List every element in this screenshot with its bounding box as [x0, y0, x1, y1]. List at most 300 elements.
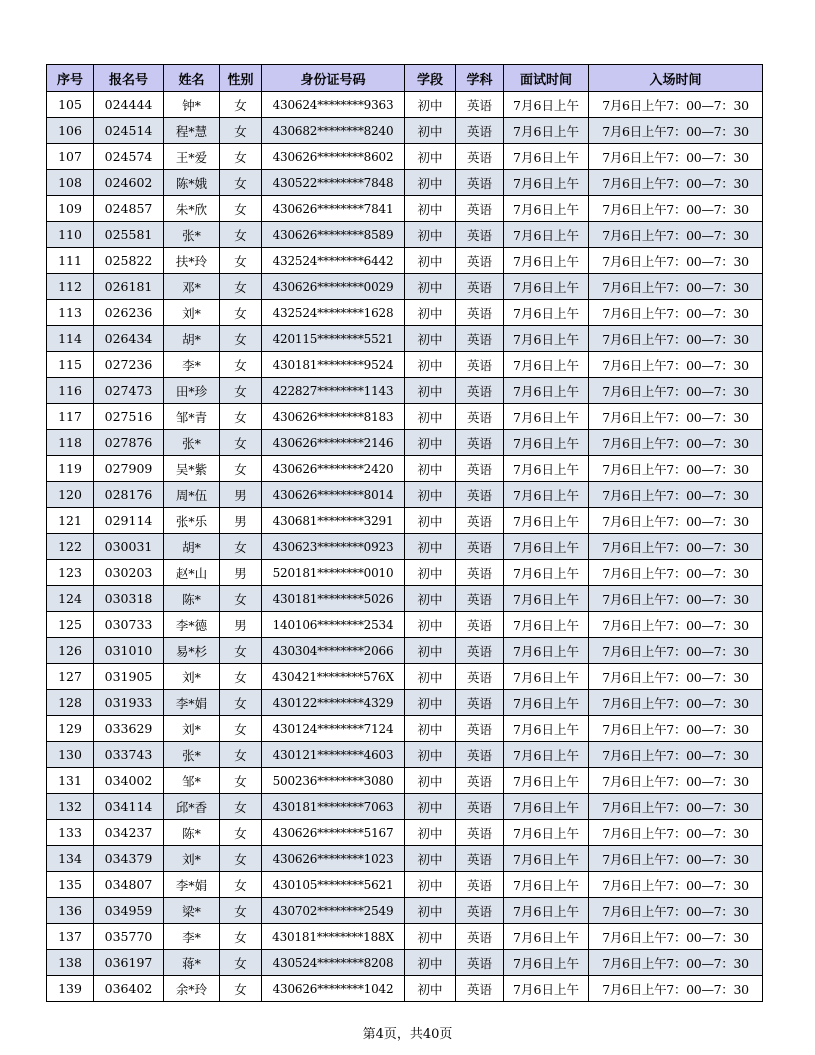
- cell-id-number: 432524********1628: [262, 300, 405, 326]
- cell-gender: 女: [220, 196, 262, 222]
- cell-id-number: 430681********3291: [262, 508, 405, 534]
- cell-id-number: 430626********7841: [262, 196, 405, 222]
- cell-subject: 英语: [456, 456, 504, 482]
- cell-reg-no: 034379: [94, 846, 164, 872]
- header-stage: 学段: [405, 65, 456, 92]
- cell-seq: 107: [47, 144, 94, 170]
- cell-entry-time: 7月6日上午7：00—7：30: [589, 794, 763, 820]
- cell-interview-time: 7月6日上午: [504, 716, 589, 742]
- cell-subject: 英语: [456, 352, 504, 378]
- table-row: [47, 976, 763, 1002]
- cell-id-number: 430626********1042: [262, 976, 405, 1002]
- cell-gender: 女: [220, 950, 262, 976]
- cell-gender: 女: [220, 898, 262, 924]
- cell-interview-time: 7月6日上午: [504, 274, 589, 300]
- cell-subject: 英语: [456, 534, 504, 560]
- table-row: [47, 924, 763, 950]
- cell-id-number: 430524********8208: [262, 950, 405, 976]
- cell-gender: 女: [220, 378, 262, 404]
- cell-gender: 女: [220, 586, 262, 612]
- cell-stage: 初中: [405, 170, 456, 196]
- cell-stage: 初中: [405, 534, 456, 560]
- table-header-row: [47, 65, 763, 92]
- cell-subject: 英语: [456, 924, 504, 950]
- header-reg-no: 报名号: [94, 65, 164, 92]
- cell-seq: 113: [47, 300, 94, 326]
- cell-name: 邱*香: [164, 794, 220, 820]
- cell-reg-no: 031010: [94, 638, 164, 664]
- cell-entry-time: 7月6日上午7：00—7：30: [589, 378, 763, 404]
- cell-interview-time: 7月6日上午: [504, 768, 589, 794]
- table-row: [47, 404, 763, 430]
- cell-reg-no: 031933: [94, 690, 164, 716]
- cell-entry-time: 7月6日上午7：00—7：30: [589, 742, 763, 768]
- cell-seq: 118: [47, 430, 94, 456]
- cell-seq: 130: [47, 742, 94, 768]
- cell-seq: 111: [47, 248, 94, 274]
- table-row: [47, 820, 763, 846]
- table-row: [47, 430, 763, 456]
- cell-name: 刘*: [164, 716, 220, 742]
- cell-name: 梁*: [164, 898, 220, 924]
- cell-interview-time: 7月6日上午: [504, 846, 589, 872]
- cell-gender: 女: [220, 794, 262, 820]
- cell-entry-time: 7月6日上午7：00—7：30: [589, 716, 763, 742]
- cell-reg-no: 027876: [94, 430, 164, 456]
- cell-interview-time: 7月6日上午: [504, 924, 589, 950]
- cell-stage: 初中: [405, 248, 456, 274]
- cell-gender: 女: [220, 846, 262, 872]
- cell-reg-no: 036197: [94, 950, 164, 976]
- cell-interview-time: 7月6日上午: [504, 482, 589, 508]
- table-row: [47, 170, 763, 196]
- table-row: [47, 716, 763, 742]
- cell-gender: 男: [220, 508, 262, 534]
- cell-seq: 134: [47, 846, 94, 872]
- cell-seq: 126: [47, 638, 94, 664]
- cell-stage: 初中: [405, 690, 456, 716]
- table-row: [47, 222, 763, 248]
- cell-entry-time: 7月6日上午7：00—7：30: [589, 404, 763, 430]
- cell-id-number: 422827********1143: [262, 378, 405, 404]
- cell-gender: 男: [220, 482, 262, 508]
- table-row: [47, 742, 763, 768]
- cell-reg-no: 026236: [94, 300, 164, 326]
- cell-entry-time: 7月6日上午7：00—7：30: [589, 638, 763, 664]
- cell-id-number: 430105********5621: [262, 872, 405, 898]
- cell-reg-no: 030203: [94, 560, 164, 586]
- cell-name: 胡*: [164, 326, 220, 352]
- cell-entry-time: 7月6日上午7：00—7：30: [589, 248, 763, 274]
- cell-id-number: 430682********8240: [262, 118, 405, 144]
- cell-entry-time: 7月6日上午7：00—7：30: [589, 664, 763, 690]
- table-row: [47, 196, 763, 222]
- cell-gender: 女: [220, 170, 262, 196]
- cell-id-number: 430702********2549: [262, 898, 405, 924]
- cell-name: 张*: [164, 430, 220, 456]
- cell-stage: 初中: [405, 92, 456, 118]
- cell-name: 刘*: [164, 846, 220, 872]
- cell-id-number: 430304********2066: [262, 638, 405, 664]
- cell-reg-no: 034002: [94, 768, 164, 794]
- cell-interview-time: 7月6日上午: [504, 560, 589, 586]
- cell-seq: 109: [47, 196, 94, 222]
- cell-id-number: 430626********2146: [262, 430, 405, 456]
- cell-seq: 112: [47, 274, 94, 300]
- cell-subject: 英语: [456, 950, 504, 976]
- cell-subject: 英语: [456, 430, 504, 456]
- header-entry-time: 入场时间: [589, 65, 763, 92]
- cell-seq: 122: [47, 534, 94, 560]
- cell-subject: 英语: [456, 794, 504, 820]
- cell-entry-time: 7月6日上午7：00—7：30: [589, 898, 763, 924]
- cell-id-number: 430121********4603: [262, 742, 405, 768]
- cell-seq: 132: [47, 794, 94, 820]
- cell-id-number: 430181********5026: [262, 586, 405, 612]
- table-row: [47, 144, 763, 170]
- cell-gender: 女: [220, 924, 262, 950]
- header-id-number: 身份证号码: [262, 65, 405, 92]
- table-row: [47, 560, 763, 586]
- cell-entry-time: 7月6日上午7：00—7：30: [589, 872, 763, 898]
- cell-id-number: 430626********8589: [262, 222, 405, 248]
- cell-id-number: 420115********5521: [262, 326, 405, 352]
- cell-stage: 初中: [405, 326, 456, 352]
- cell-gender: 女: [220, 716, 262, 742]
- cell-reg-no: 027236: [94, 352, 164, 378]
- cell-interview-time: 7月6日上午: [504, 872, 589, 898]
- table-row: [47, 326, 763, 352]
- cell-reg-no: 030733: [94, 612, 164, 638]
- cell-interview-time: 7月6日上午: [504, 664, 589, 690]
- cell-gender: 女: [220, 92, 262, 118]
- cell-stage: 初中: [405, 144, 456, 170]
- cell-interview-time: 7月6日上午: [504, 950, 589, 976]
- cell-entry-time: 7月6日上午7：00—7：30: [589, 508, 763, 534]
- table-row: [47, 92, 763, 118]
- cell-interview-time: 7月6日上午: [504, 326, 589, 352]
- table-row: [47, 482, 763, 508]
- cell-gender: 女: [220, 352, 262, 378]
- cell-subject: 英语: [456, 196, 504, 222]
- cell-stage: 初中: [405, 612, 456, 638]
- cell-name: 扶*玲: [164, 248, 220, 274]
- cell-entry-time: 7月6日上午7：00—7：30: [589, 924, 763, 950]
- cell-name: 陈*娥: [164, 170, 220, 196]
- table-row: [47, 794, 763, 820]
- cell-stage: 初中: [405, 456, 456, 482]
- cell-interview-time: 7月6日上午: [504, 92, 589, 118]
- header-gender: 性别: [220, 65, 262, 92]
- cell-name: 张*: [164, 742, 220, 768]
- cell-stage: 初中: [405, 482, 456, 508]
- cell-seq: 136: [47, 898, 94, 924]
- cell-subject: 英语: [456, 508, 504, 534]
- cell-seq: 116: [47, 378, 94, 404]
- cell-stage: 初中: [405, 664, 456, 690]
- cell-id-number: 430624********9363: [262, 92, 405, 118]
- cell-interview-time: 7月6日上午: [504, 378, 589, 404]
- table-row: [47, 690, 763, 716]
- table-row: [47, 378, 763, 404]
- cell-gender: 女: [220, 534, 262, 560]
- cell-name: 李*: [164, 924, 220, 950]
- cell-stage: 初中: [405, 196, 456, 222]
- cell-subject: 英语: [456, 248, 504, 274]
- cell-reg-no: 025822: [94, 248, 164, 274]
- cell-gender: 女: [220, 872, 262, 898]
- cell-gender: 女: [220, 222, 262, 248]
- cell-subject: 英语: [456, 690, 504, 716]
- cell-reg-no: 036402: [94, 976, 164, 1002]
- cell-subject: 英语: [456, 170, 504, 196]
- cell-interview-time: 7月6日上午: [504, 898, 589, 924]
- cell-name: 陈*: [164, 820, 220, 846]
- cell-reg-no: 033743: [94, 742, 164, 768]
- cell-interview-time: 7月6日上午: [504, 404, 589, 430]
- table-row: [47, 118, 763, 144]
- cell-subject: 英语: [456, 820, 504, 846]
- cell-id-number: 430522********7848: [262, 170, 405, 196]
- cell-gender: 男: [220, 560, 262, 586]
- cell-reg-no: 030318: [94, 586, 164, 612]
- cell-name: 李*娟: [164, 690, 220, 716]
- cell-id-number: 500236********3080: [262, 768, 405, 794]
- cell-interview-time: 7月6日上午: [504, 820, 589, 846]
- cell-seq: 123: [47, 560, 94, 586]
- cell-interview-time: 7月6日上午: [504, 586, 589, 612]
- cell-interview-time: 7月6日上午: [504, 534, 589, 560]
- cell-entry-time: 7月6日上午7：00—7：30: [589, 976, 763, 1002]
- cell-name: 邹*: [164, 768, 220, 794]
- cell-id-number: 430626********8014: [262, 482, 405, 508]
- cell-entry-time: 7月6日上午7：00—7：30: [589, 352, 763, 378]
- cell-id-number: 430181********188X: [262, 924, 405, 950]
- cell-stage: 初中: [405, 378, 456, 404]
- cell-entry-time: 7月6日上午7：00—7：30: [589, 92, 763, 118]
- cell-entry-time: 7月6日上午7：00—7：30: [589, 482, 763, 508]
- cell-entry-time: 7月6日上午7：00—7：30: [589, 196, 763, 222]
- page-number: 第4页，共40页: [362, 1027, 453, 1042]
- cell-reg-no: 025581: [94, 222, 164, 248]
- cell-gender: 女: [220, 456, 262, 482]
- cell-name: 程*慧: [164, 118, 220, 144]
- cell-id-number: 520181********0010: [262, 560, 405, 586]
- cell-seq: 105: [47, 92, 94, 118]
- cell-id-number: 430626********8602: [262, 144, 405, 170]
- cell-subject: 英语: [456, 118, 504, 144]
- cell-stage: 初中: [405, 950, 456, 976]
- cell-reg-no: 029114: [94, 508, 164, 534]
- cell-name: 周*伍: [164, 482, 220, 508]
- cell-stage: 初中: [405, 508, 456, 534]
- cell-stage: 初中: [405, 846, 456, 872]
- cell-stage: 初中: [405, 352, 456, 378]
- cell-entry-time: 7月6日上午7：00—7：30: [589, 170, 763, 196]
- header-subject: 学科: [456, 65, 504, 92]
- cell-name: 张*: [164, 222, 220, 248]
- table-row: [47, 768, 763, 794]
- cell-entry-time: 7月6日上午7：00—7：30: [589, 456, 763, 482]
- cell-interview-time: 7月6日上午: [504, 430, 589, 456]
- cell-interview-time: 7月6日上午: [504, 352, 589, 378]
- table-row: [47, 872, 763, 898]
- cell-subject: 英语: [456, 378, 504, 404]
- cell-subject: 英语: [456, 612, 504, 638]
- cell-reg-no: 027473: [94, 378, 164, 404]
- cell-stage: 初中: [405, 118, 456, 144]
- roster-sheet: [46, 64, 762, 1002]
- cell-subject: 英语: [456, 664, 504, 690]
- cell-name: 刘*: [164, 664, 220, 690]
- cell-seq: 129: [47, 716, 94, 742]
- table-row: [47, 456, 763, 482]
- cell-reg-no: 031905: [94, 664, 164, 690]
- cell-subject: 英语: [456, 92, 504, 118]
- table-body: [47, 92, 763, 1002]
- cell-reg-no: 024857: [94, 196, 164, 222]
- cell-subject: 英语: [456, 768, 504, 794]
- cell-gender: 女: [220, 638, 262, 664]
- cell-reg-no: 026181: [94, 274, 164, 300]
- cell-gender: 女: [220, 118, 262, 144]
- cell-seq: 110: [47, 222, 94, 248]
- cell-name: 李*: [164, 352, 220, 378]
- cell-seq: 114: [47, 326, 94, 352]
- cell-subject: 英语: [456, 716, 504, 742]
- cell-entry-time: 7月6日上午7：00—7：30: [589, 768, 763, 794]
- cell-id-number: 430626********1023: [262, 846, 405, 872]
- cell-seq: 137: [47, 924, 94, 950]
- cell-interview-time: 7月6日上午: [504, 976, 589, 1002]
- cell-name: 李*娟: [164, 872, 220, 898]
- cell-entry-time: 7月6日上午7：00—7：30: [589, 534, 763, 560]
- cell-gender: 女: [220, 976, 262, 1002]
- cell-seq: 106: [47, 118, 94, 144]
- cell-name: 邓*: [164, 274, 220, 300]
- cell-seq: 108: [47, 170, 94, 196]
- cell-subject: 英语: [456, 638, 504, 664]
- header-seq: 序号: [47, 65, 94, 92]
- cell-subject: 英语: [456, 274, 504, 300]
- cell-reg-no: 034237: [94, 820, 164, 846]
- cell-subject: 英语: [456, 404, 504, 430]
- cell-subject: 英语: [456, 898, 504, 924]
- cell-gender: 女: [220, 404, 262, 430]
- cell-stage: 初中: [405, 820, 456, 846]
- roster-table: [46, 64, 763, 1002]
- cell-name: 胡*: [164, 534, 220, 560]
- cell-interview-time: 7月6日上午: [504, 456, 589, 482]
- cell-name: 刘*: [164, 300, 220, 326]
- cell-stage: 初中: [405, 404, 456, 430]
- cell-stage: 初中: [405, 924, 456, 950]
- cell-gender: 女: [220, 326, 262, 352]
- cell-id-number: 430181********7063: [262, 794, 405, 820]
- cell-reg-no: 024602: [94, 170, 164, 196]
- cell-id-number: 430623********0923: [262, 534, 405, 560]
- header-name: 姓名: [164, 65, 220, 92]
- cell-reg-no: 028176: [94, 482, 164, 508]
- cell-stage: 初中: [405, 300, 456, 326]
- cell-interview-time: 7月6日上午: [504, 300, 589, 326]
- cell-subject: 英语: [456, 976, 504, 1002]
- cell-entry-time: 7月6日上午7：00—7：30: [589, 612, 763, 638]
- cell-reg-no: 030031: [94, 534, 164, 560]
- cell-subject: 英语: [456, 742, 504, 768]
- header-interview-time: 面试时间: [504, 65, 589, 92]
- table-row: [47, 664, 763, 690]
- cell-interview-time: 7月6日上午: [504, 248, 589, 274]
- cell-interview-time: 7月6日上午: [504, 742, 589, 768]
- cell-gender: 女: [220, 274, 262, 300]
- table-row: [47, 846, 763, 872]
- cell-entry-time: 7月6日上午7：00—7：30: [589, 690, 763, 716]
- cell-reg-no: 035770: [94, 924, 164, 950]
- cell-gender: 女: [220, 144, 262, 170]
- cell-entry-time: 7月6日上午7：00—7：30: [589, 950, 763, 976]
- cell-stage: 初中: [405, 430, 456, 456]
- cell-reg-no: 027909: [94, 456, 164, 482]
- cell-entry-time: 7月6日上午7：00—7：30: [589, 326, 763, 352]
- cell-id-number: 432524********6442: [262, 248, 405, 274]
- table-row: [47, 950, 763, 976]
- cell-gender: 女: [220, 300, 262, 326]
- cell-reg-no: 024444: [94, 92, 164, 118]
- cell-name: 蒋*: [164, 950, 220, 976]
- cell-id-number: 430181********9524: [262, 352, 405, 378]
- cell-reg-no: 034114: [94, 794, 164, 820]
- cell-subject: 英语: [456, 560, 504, 586]
- cell-id-number: 430626********0029: [262, 274, 405, 300]
- cell-name: 张*乐: [164, 508, 220, 534]
- cell-interview-time: 7月6日上午: [504, 690, 589, 716]
- cell-seq: 127: [47, 664, 94, 690]
- cell-gender: 女: [220, 430, 262, 456]
- cell-id-number: 430124********7124: [262, 716, 405, 742]
- cell-seq: 133: [47, 820, 94, 846]
- cell-entry-time: 7月6日上午7：00—7：30: [589, 430, 763, 456]
- cell-name: 陈*: [164, 586, 220, 612]
- cell-seq: 124: [47, 586, 94, 612]
- cell-entry-time: 7月6日上午7：00—7：30: [589, 274, 763, 300]
- cell-subject: 英语: [456, 872, 504, 898]
- cell-entry-time: 7月6日上午7：00—7：30: [589, 560, 763, 586]
- cell-seq: 117: [47, 404, 94, 430]
- cell-interview-time: 7月6日上午: [504, 144, 589, 170]
- table-row: [47, 300, 763, 326]
- cell-stage: 初中: [405, 716, 456, 742]
- cell-stage: 初中: [405, 898, 456, 924]
- cell-interview-time: 7月6日上午: [504, 638, 589, 664]
- cell-gender: 男: [220, 612, 262, 638]
- table-row: [47, 898, 763, 924]
- cell-id-number: 430626********5167: [262, 820, 405, 846]
- cell-interview-time: 7月6日上午: [504, 170, 589, 196]
- cell-id-number: 140106********2534: [262, 612, 405, 638]
- cell-stage: 初中: [405, 222, 456, 248]
- cell-entry-time: 7月6日上午7：00—7：30: [589, 846, 763, 872]
- cell-seq: 139: [47, 976, 94, 1002]
- cell-id-number: 430626********8183: [262, 404, 405, 430]
- cell-gender: 女: [220, 768, 262, 794]
- cell-interview-time: 7月6日上午: [504, 196, 589, 222]
- table-row: [47, 352, 763, 378]
- cell-name: 田*珍: [164, 378, 220, 404]
- cell-reg-no: 034959: [94, 898, 164, 924]
- cell-seq: 138: [47, 950, 94, 976]
- cell-name: 余*玲: [164, 976, 220, 1002]
